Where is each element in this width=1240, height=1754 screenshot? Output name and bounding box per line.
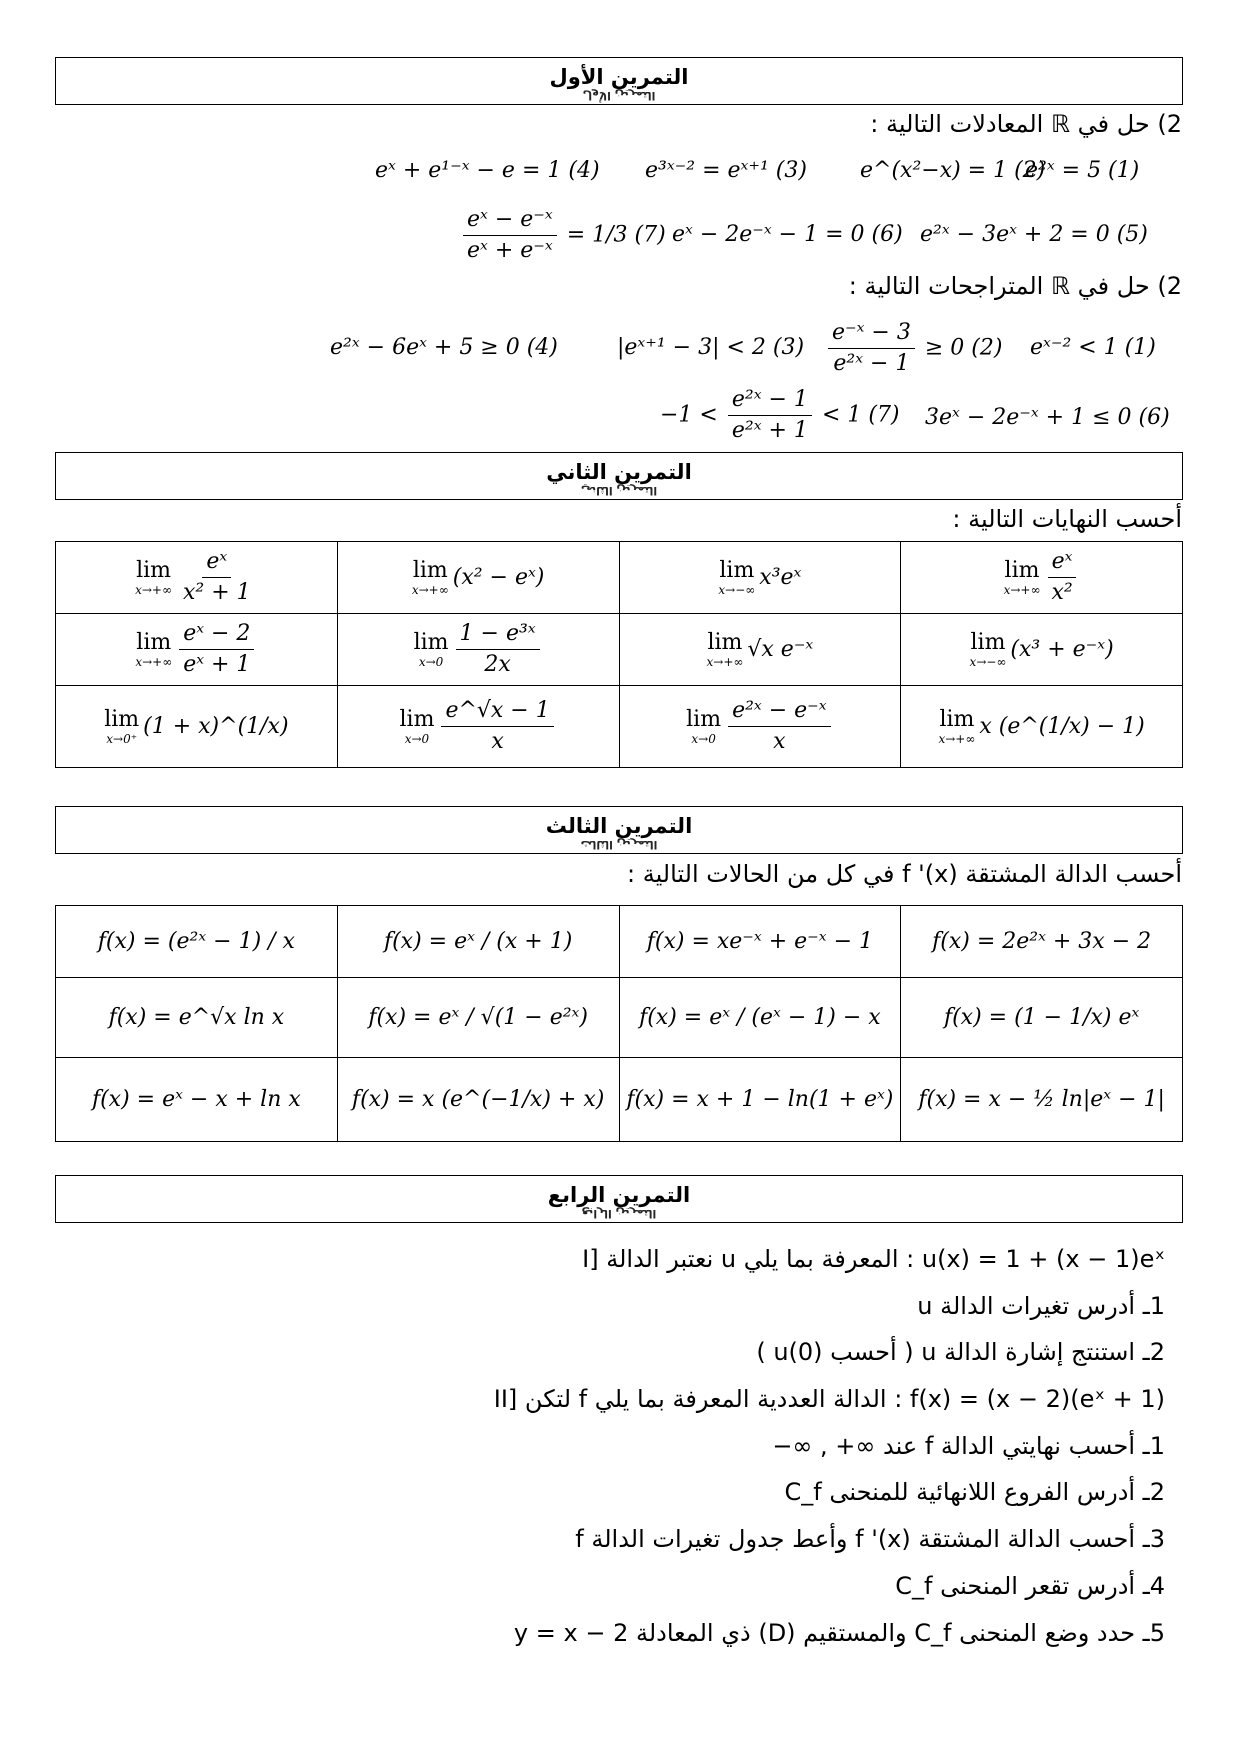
equation-2: e^(x²−x) = 1 (2) xyxy=(860,158,1046,183)
inequalities-prompt: 2) حل في ℝ المتراجحات التالية : xyxy=(848,272,1182,300)
lim-under: x→+∞ xyxy=(135,582,172,597)
equation-1: e²ˣ = 5 (1) xyxy=(1025,158,1140,183)
lim-under: x→+∞ xyxy=(706,654,744,669)
inequality-3: |eˣ⁺¹ − 3| < 2 (3) xyxy=(617,335,805,360)
inequality-2-fraction xyxy=(828,318,915,379)
inequality-2-numerator: e⁻ˣ − 3 xyxy=(828,318,915,349)
function-cell: f(x) = eˣ / (eˣ − 1) − x xyxy=(619,978,901,1058)
limit-cell xyxy=(619,614,901,686)
part-1-item-1: 1ـ أدرس تغيرات الدالة u xyxy=(917,1292,1165,1320)
exercise-4-title-reflection: التمرين الرابع xyxy=(581,1207,657,1220)
equation-4: eˣ + e¹⁻ˣ − e = 1 (4) xyxy=(375,158,600,183)
limit-cell xyxy=(337,614,619,686)
part-1-statement: I] نعتبر الدالة u المعرفة بما يلي : u(x) = 1 + (x − 1)eˣ xyxy=(582,1245,1165,1273)
function-cell: f(x) = x (e^(−1/x) + x) xyxy=(337,1058,619,1142)
exercise-2-header xyxy=(55,452,1183,500)
derivatives-table xyxy=(55,905,1183,1142)
lim-word: lim xyxy=(136,557,172,583)
limit-cell xyxy=(901,542,1183,614)
lim-expr: √x e⁻ˣ xyxy=(747,636,814,662)
limit-cell xyxy=(901,686,1183,768)
function-cell: f(x) = x − ½ ln|eˣ − 1| xyxy=(901,1058,1183,1142)
limit-cell xyxy=(337,542,619,614)
exercise-3-header xyxy=(55,806,1183,854)
lim-word: lim xyxy=(136,629,172,655)
lim-under: x→0⁺ xyxy=(106,731,138,746)
limit-cell xyxy=(56,686,338,768)
lim-under: x→+∞ xyxy=(411,582,449,597)
exercise-3-title-reflection: التمرين الثالث xyxy=(580,838,658,851)
function-cell: f(x) = xe⁻ˣ + e⁻ˣ − 1 xyxy=(619,906,901,978)
part-1-item-2: 2ـ استنتج إشارة الدالة u ( أحسب u(0) ) xyxy=(756,1338,1165,1366)
lim-word: lim xyxy=(1004,557,1040,583)
lim-num: eˣ xyxy=(202,547,231,578)
limits-prompt: أحسب النهايات التالية : xyxy=(952,505,1182,533)
function-cell: f(x) = eˣ / (x + 1) xyxy=(337,906,619,978)
lim-expr: x (e^(1/x) − 1) xyxy=(979,713,1145,739)
equation-7-rhs: = 1/3 (7) xyxy=(566,222,666,248)
equation-7-denominator: eˣ + e⁻ˣ xyxy=(467,238,553,263)
lim-under: x→−∞ xyxy=(718,582,756,597)
inequality-7-numerator: e²ˣ − 1 xyxy=(728,385,812,416)
lim-expr: (1 + x)^(1/x) xyxy=(143,713,289,739)
equation-6: eˣ − 2e⁻ˣ − 1 = 0 (6) xyxy=(672,222,903,247)
lim-word: lim xyxy=(970,629,1006,655)
derivatives-row xyxy=(56,906,1183,978)
limit-cell xyxy=(619,686,901,768)
lim-word: lim xyxy=(412,557,448,583)
limits-row xyxy=(56,614,1183,686)
lim-den: x² xyxy=(1051,580,1073,605)
exercise-2-title: التمرين الثاني xyxy=(546,460,692,484)
inequality-7-fraction xyxy=(728,385,812,446)
function-cell: f(x) = eˣ / √(1 − e²ˣ) xyxy=(337,978,619,1058)
inequality-4: e²ˣ − 6eˣ + 5 ≥ 0 (4) xyxy=(330,335,558,360)
equation-7-fraction xyxy=(463,205,557,266)
inequality-7 xyxy=(660,385,900,446)
lim-num: e^√x − 1 xyxy=(441,696,553,727)
function-cell: f(x) = (1 − 1/x) eˣ xyxy=(901,978,1183,1058)
lim-expr: (x² − eˣ) xyxy=(452,564,545,590)
derivatives-row xyxy=(56,978,1183,1058)
lim-word: lim xyxy=(413,629,449,655)
part-2-item-5: 5ـ حدد وضع المنحنى C_f والمستقيم (D) ذي المعادلة y = x − 2 xyxy=(513,1619,1165,1647)
inequality-7-denominator: e²ˣ + 1 xyxy=(731,418,808,443)
inequality-7-right: < 1 (7) xyxy=(821,402,900,428)
equations-prompt: 2) حل في ℝ المعادلات التالية : xyxy=(870,110,1182,138)
part-2-statement: II] لتكن f الدالة العددية المعرفة بما يلي : f(x) = (x − 2)(eˣ + 1) xyxy=(493,1385,1165,1413)
function-cell: f(x) = (e²ˣ − 1) / x xyxy=(56,906,338,978)
limits-row xyxy=(56,686,1183,768)
limit-cell xyxy=(56,542,338,614)
lim-under: x→−∞ xyxy=(969,654,1007,669)
lim-under: x→0 xyxy=(404,731,430,746)
exercise-3-title: التمرين الثالث xyxy=(545,814,693,838)
function-cell: f(x) = eˣ − x + ln x xyxy=(56,1058,338,1142)
lim-under: x→+∞ xyxy=(1003,582,1041,597)
lim-word: lim xyxy=(104,706,140,732)
lim-under: x→+∞ xyxy=(135,654,173,669)
exercise-4-title: التمرين الرابع xyxy=(547,1183,691,1207)
inequality-2-rhs: ≥ 0 (2) xyxy=(924,335,1003,361)
inequality-2-denominator: e²ˣ − 1 xyxy=(833,351,910,376)
equation-3: e³ˣ⁻² = eˣ⁺¹ (3) xyxy=(645,158,807,183)
exercise-4-header xyxy=(55,1175,1183,1223)
lim-expr: x³eˣ xyxy=(759,564,802,590)
lim-num: eˣ xyxy=(1048,547,1077,578)
inequality-1: eˣ⁻² < 1 (1) xyxy=(1030,335,1156,360)
inequality-2 xyxy=(825,318,1002,379)
exercise-1-title: التمرين الأول xyxy=(549,65,689,89)
lim-word: lim xyxy=(939,706,975,732)
equation-7 xyxy=(460,205,666,266)
part-2-item-3: 3ـ أحسب الدالة المشتقة f '(x) وأعط جدول تغيرات الدالة f xyxy=(575,1525,1165,1553)
inequality-7-left: −1 < xyxy=(660,402,718,428)
limits-row xyxy=(56,542,1183,614)
equation-5: e²ˣ − 3eˣ + 2 = 0 (5) xyxy=(920,222,1148,247)
exercise-1-title-reflection: التمرين الأول xyxy=(582,89,656,102)
part-2-item-1: 1ـ أحسب نهايتي الدالة f عند ∞+ , ∞− xyxy=(772,1432,1165,1460)
lim-expr: (x³ + e⁻ˣ) xyxy=(1010,636,1114,662)
derivatives-prompt: أحسب الدالة المشتقة f '(x) في كل من الحالات التالية : xyxy=(626,860,1182,888)
lim-den: x xyxy=(491,729,504,754)
lim-num: 1 − e³ˣ xyxy=(456,619,540,650)
lim-under: x→0 xyxy=(418,654,444,669)
part-2-item-2: 2ـ أدرس الفروع اللانهائية للمنحنى C_f xyxy=(784,1478,1165,1506)
lim-under: x→+∞ xyxy=(938,731,976,746)
lim-num: e²ˣ − e⁻ˣ xyxy=(728,696,831,727)
limit-cell xyxy=(619,542,901,614)
part-2-item-4: 4ـ أدرس تقعر المنحنى C_f xyxy=(895,1572,1165,1600)
lim-word: lim xyxy=(399,706,435,732)
exercise-2-title-reflection: التمرين الثاني xyxy=(580,484,658,497)
lim-den: 2x xyxy=(484,652,511,677)
function-cell: f(x) = 2e²ˣ + 3x − 2 xyxy=(901,906,1183,978)
exercise-1-header xyxy=(55,57,1183,105)
lim-word: lim xyxy=(686,706,722,732)
function-cell: f(x) = e^√x ln x xyxy=(56,978,338,1058)
lim-den: eˣ + 1 xyxy=(183,652,251,677)
function-cell: f(x) = x + 1 − ln(1 + eˣ) xyxy=(619,1058,901,1142)
limit-cell xyxy=(337,686,619,768)
limit-cell xyxy=(901,614,1183,686)
lim-word: lim xyxy=(707,629,743,655)
lim-num: eˣ − 2 xyxy=(179,619,254,650)
derivatives-row xyxy=(56,1058,1183,1142)
lim-under: x→0 xyxy=(691,731,716,746)
lim-word: lim xyxy=(719,557,755,583)
limits-table xyxy=(55,541,1183,768)
inequality-6: 3eˣ − 2e⁻ˣ + 1 ≤ 0 (6) xyxy=(925,405,1170,430)
lim-den: x xyxy=(773,729,786,754)
lim-den: x² + 1 xyxy=(182,580,251,605)
limit-cell xyxy=(56,614,338,686)
equation-7-numerator: eˣ − e⁻ˣ xyxy=(463,205,557,236)
